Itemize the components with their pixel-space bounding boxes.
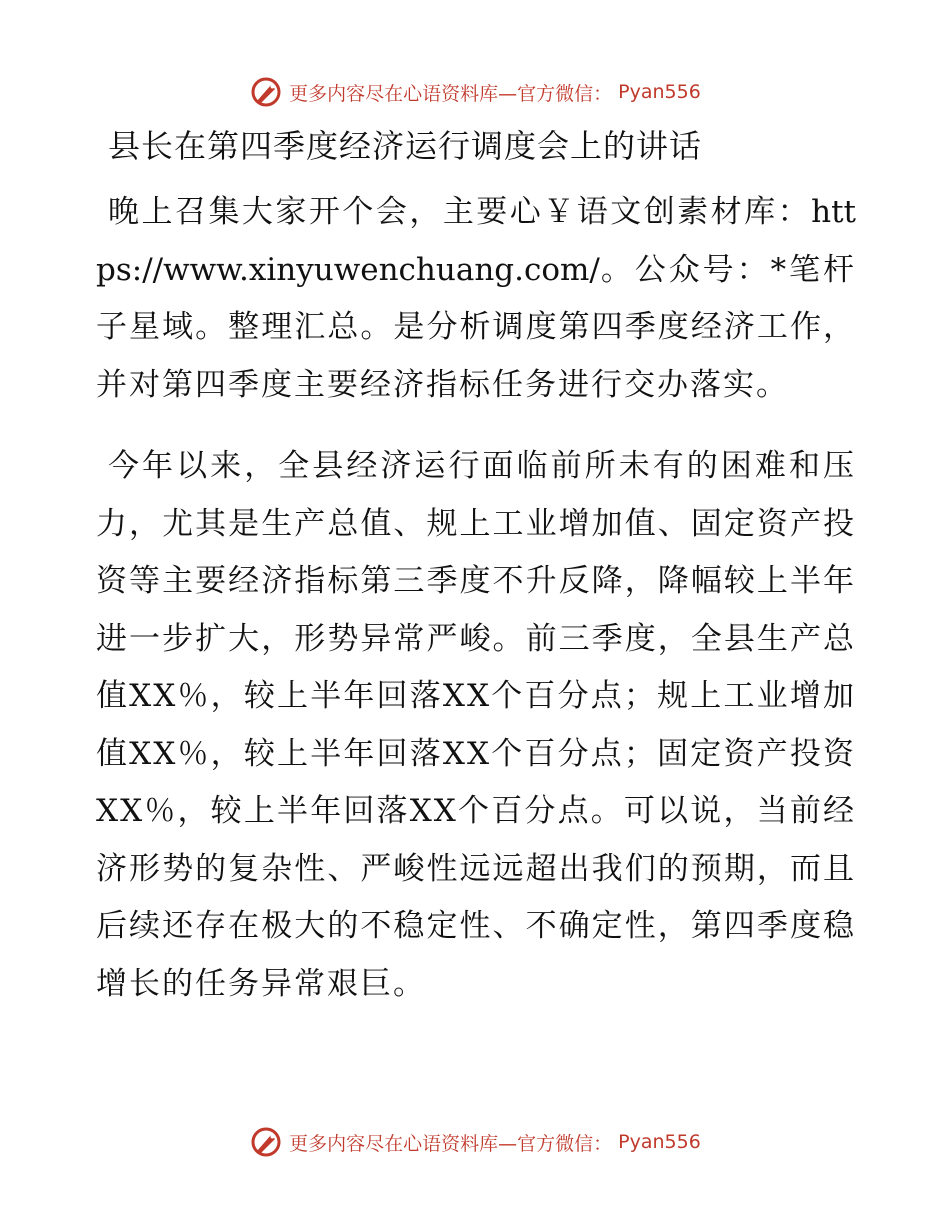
banner-wechat-id: Pyan556 <box>618 81 701 103</box>
paragraph-1-url: https://www.xinyuwenchuang.com/ <box>96 194 856 288</box>
paragraph-1-rest: 。公众号：*笔杆子星域。整理汇总。是分析调度第四季度经济工作，并对第四季度主要经济指标任务进行交办落实。 <box>96 251 856 403</box>
banner-wechat-id: Pyan556 <box>618 1131 701 1153</box>
fountain-pen-logo-icon <box>249 75 283 109</box>
footer-watermark-banner <box>0 1122 950 1162</box>
banner-text: 更多内容尽在心语资料库—官方微信： <box>289 1132 613 1155</box>
document-body <box>96 118 856 1037</box>
fountain-pen-logo-icon <box>249 1125 283 1159</box>
paragraph-1-intro: 晚上召集大家开个会，主要心￥语文创素材库： <box>108 194 812 230</box>
paragraph-1 <box>96 184 856 414</box>
document-title: 县长在第四季度经济运行调度会上的讲话 <box>108 127 703 165</box>
banner-text: 更多内容尽在心语资料库—官方微信： <box>289 82 613 105</box>
header-watermark-banner <box>0 72 950 112</box>
paragraph-2: 今年以来，全县经济运行面临前所未有的困难和压力，尤其是生产总值、规上工业增加值、固定资产投资等主要经济指标第三季度不升反降，降幅较上半年进一步扩大，形势异常严峻。前三季度，全县生产总值XX％，较上半年回落XX个百分点；规上工业增加值XX％，较上半年回落XX个百分点；固定资产投资XX％，较上半年回落XX个百分点。可以说，当前经济形势的复杂性、严峻性远远超出我们的预期，而且后续还存在极大的不稳定性、不确定性，第四季度稳增长的任务异常艰巨。 <box>96 448 856 1002</box>
